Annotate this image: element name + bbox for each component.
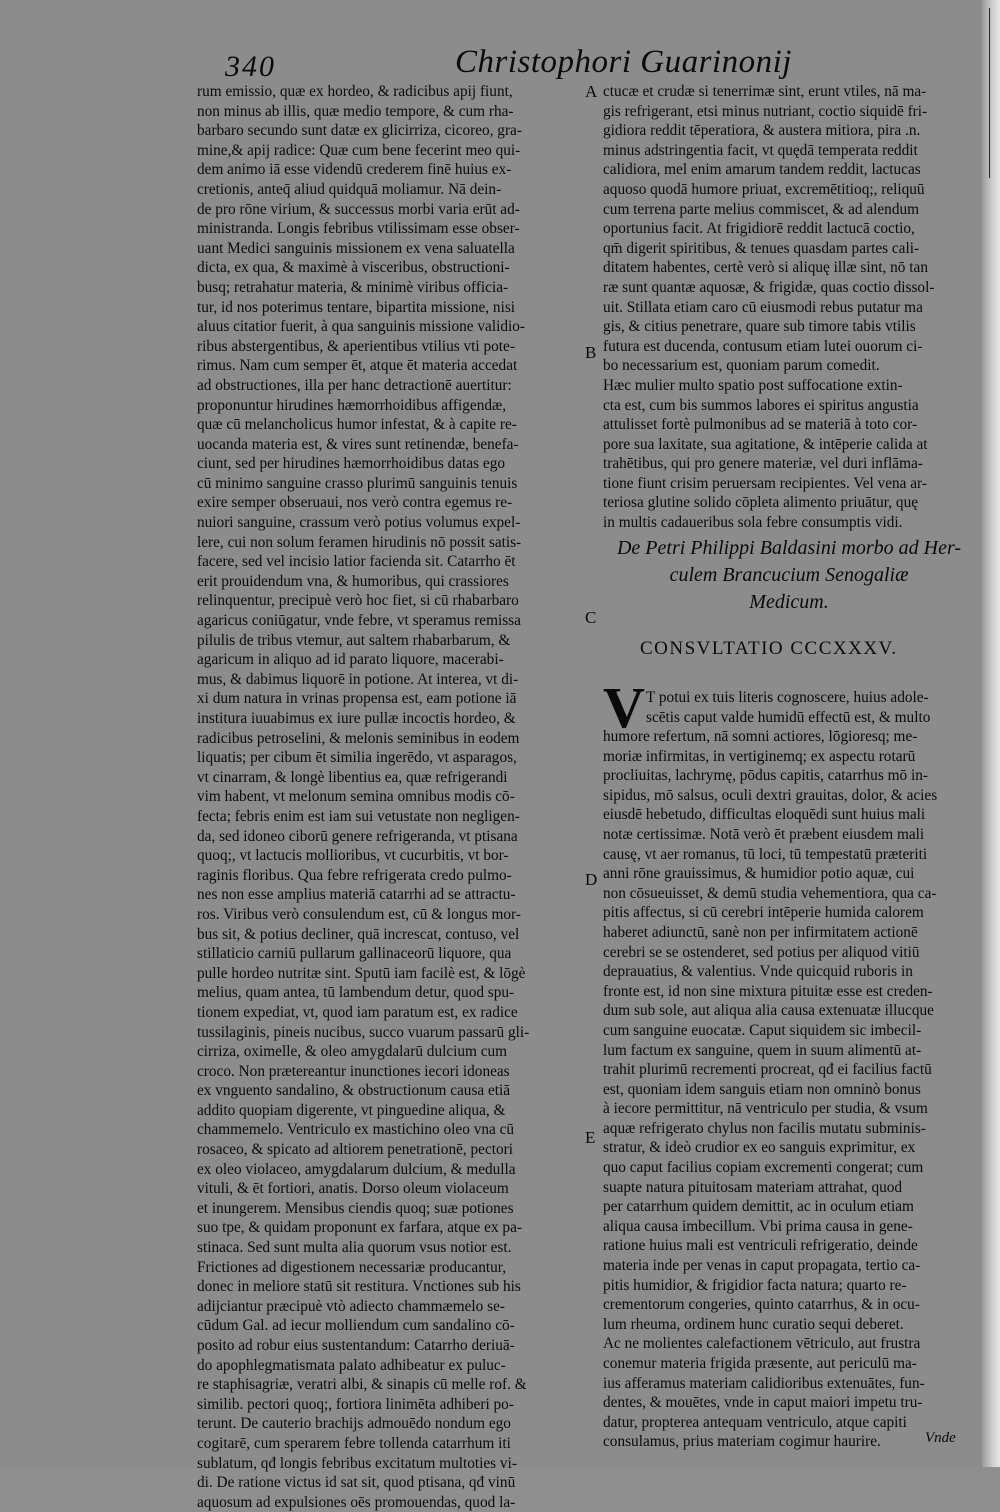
text-line: cerebri se se ostenderet, sed potius per aliquod vitiū xyxy=(603,943,920,961)
text-line: ræ sunt quantæ aquosæ, & frigidæ, quas coctio dissol- xyxy=(603,278,935,296)
text-line: fronte est, id non sine mixtura pituitæ esse est creden- xyxy=(603,982,933,1000)
text-line: lum factum ex sanguine, quem in suum alimentū at- xyxy=(603,1041,922,1059)
text-line: scētis caput valde humidū effectū est, & multo xyxy=(646,708,931,726)
text-line: Hæc mulier multo spatio post suffocatione extin- xyxy=(603,376,903,394)
text-line: ros. Viribus verò consulendum est, cū & longus mor- xyxy=(197,905,521,923)
text-line: teriosa glutine solido cōpleta alimento priuātur, quę xyxy=(603,494,919,512)
text-line: pitis affectus, si cū cerebri intēperie humida calorem xyxy=(603,904,924,922)
catchword: Vnde xyxy=(925,1430,956,1446)
text-line: aquæ refrigerato chylus non facilis mutatu subminis- xyxy=(603,1119,926,1137)
text-line: trahētibus, qui pro genere materiæ, vel duri inflāma- xyxy=(603,455,923,473)
text-line: tione fiunt crisim peruersam recipientes. Vel vena ar- xyxy=(603,474,927,492)
text-line: erit prouidendum vna, & humoribus, qui crassiores xyxy=(197,572,509,590)
text-line: attulisset fortè pulmonibus ad se materiā à toto cor- xyxy=(603,416,918,434)
text-line: agaricum in aliquo ad id parato liquore, macerabi- xyxy=(197,651,504,669)
text-line: cta est, cum bis summos labores ei spiritus angustia xyxy=(603,396,919,414)
text-line: ditatem habentes, certè verò si aliquę illæ sint, nō tan xyxy=(603,259,928,277)
text-line: T potui ex tuis literis cognoscere, huius adole- xyxy=(646,689,929,706)
text-line: barbaro secundo sunt datæ ex glicirriza, cicoreo, gra- xyxy=(197,122,522,140)
text-line: notæ certissimæ. Notā verò ēt præbent eiusdem mali xyxy=(603,825,925,843)
text-line: lere, cui non solum feramen hirudinis nō possit satis- xyxy=(197,533,522,551)
text-line: addito quopiam digerente, vt pinguedine aliqua, & xyxy=(197,1101,506,1119)
text-line: per catarrhum quidem demittit, ac in oculum etiam xyxy=(603,1198,914,1216)
text-line: melius, quam antea, tū lambendum detur, quod spu- xyxy=(197,984,515,1002)
text-line: consulamus, prius materiam cogimur haurire. xyxy=(603,1433,881,1451)
text-line: haberet adiunctū, sanè non per infirmitatem actionē xyxy=(603,923,918,941)
right-column-top xyxy=(603,82,975,533)
text-line: relinquentur, precipuè verò hoc fiet, si cū rhabarbaro xyxy=(197,592,519,610)
text-line: ctucæ et crudæ si tenerrimæ sint, erunt vtiles, nā ma- xyxy=(603,83,927,100)
text-line: agaricus coniūgatur, vnde febre, vt speramus remissa xyxy=(197,612,521,630)
text-line: cum sanguine euocatæ. Caput siquidem sic imbecil- xyxy=(603,1021,922,1039)
text-line: datur, propterea antequam ventriculo, atque capiti xyxy=(603,1413,907,1431)
text-line: humore refertum, nā somni actiores, lōgioresq; me- xyxy=(603,728,918,745)
text-line: crementorum congeries, quinto catarrhus, & in ocu- xyxy=(603,1296,920,1314)
text-line: facere, sed vel incisio latior facienda sit. Catarrho ēt xyxy=(197,553,516,571)
text-line: ad obstructiones, illa per hanc detractionē auertitur: xyxy=(197,376,512,394)
text-line: ribus abstergentibus, & aperientibus vtilius vti pote- xyxy=(197,337,515,355)
text-line: cum terrena parte melius commiscet, & ad alendum xyxy=(603,200,920,218)
text-line: conemur materia frigida præsente, aut periculū ma- xyxy=(603,1355,917,1372)
text-line: stinaca. Sed sunt multa alia quorum vsus notior est. xyxy=(197,1239,512,1257)
text-line: vt cinarram, & longè libentius ea, quæ refrigerandi xyxy=(197,768,508,786)
text-line: deprauatius, & valentius. Vnde quicquid ruboris in xyxy=(603,963,913,981)
page-edge-shadow xyxy=(982,0,1000,1467)
text-line: croco. Non prætereantur inunctiones iecori idoneas xyxy=(197,1062,510,1080)
margin-letter-c: C xyxy=(585,608,597,627)
text-line: busq; retrahatur materia, & minimè viribus officia- xyxy=(197,278,509,296)
text-line: uocanda materia est, & vires sunt retinendæ, benefa- xyxy=(197,435,519,453)
margin-letter-b: B xyxy=(585,343,597,362)
text-line: pitis humidior, & frigidior facta natura; quarto re- xyxy=(603,1276,907,1294)
text-line: pulle hordeo nutritæ sint. Sputū iam facilè est, & lōgè xyxy=(197,964,526,982)
text-line: similib. pectori quoq;, fortiora linimēta adhiberi po- xyxy=(197,1395,514,1413)
text-line: quæ cū melancholicus humor infestat, & à capite re- xyxy=(197,416,517,434)
text-line: dentes, & mouētes, vnde in caput maiori impetu tru- xyxy=(603,1394,923,1412)
text-line: cretionis, anteq̄ aliud quidquā moliamur. Nā dein- xyxy=(197,180,502,198)
text-line: materia inde per venas in caput propagata, tertio ca- xyxy=(603,1257,921,1275)
text-line: posito ad robur eius sustentandum: Catarrho deriuā- xyxy=(197,1337,515,1354)
text-line: bus sit, & potius decliner, quā increscat, contuso, vel xyxy=(197,925,520,943)
text-line: lum rheuma, ordinem hunc curatio sequi deberet. xyxy=(603,1315,904,1333)
text-line: dum sub sole, aut aliqua alia causa extenuatæ illucque xyxy=(603,1002,934,1020)
text-line: trahit plurimū recrementi procreat, qđ ei facilius factū xyxy=(603,1061,932,1079)
text-line: à iecore permittitur, nā ventriculo per studia, & vsum xyxy=(603,1100,928,1118)
text-line: ex vnguento sandalino, & obstructionum causa etiā xyxy=(197,1082,511,1100)
text-line: ministranda. Longis febribus vtilissimam esse obser- xyxy=(197,220,520,238)
text-line: ex oleo violaceo, amygdalarum dulcium, & medulla xyxy=(197,1160,516,1178)
text-line: vim habent, vt melonum semina omnibus modis cō- xyxy=(197,788,515,806)
text-line: terunt. De cauterio brachijs admouēdo nondum ego xyxy=(197,1415,511,1433)
text-line: de pro rōne virium, & successus morbi varia erūt ad- xyxy=(197,200,520,218)
text-line: fecta; febris enim est iam sui vetustate non negligen- xyxy=(197,807,520,825)
text-line: nes non esse amplius materiā catarrhi ad se attractu- xyxy=(197,886,516,904)
text-line: cūdum Gal. ad iecur molliendum cum sandalino cō- xyxy=(197,1317,515,1335)
section-heading-line2: culem Brancucium Senogaliæ xyxy=(669,564,909,586)
text-line: quo caput facilius copiam excrementi congerat; cum xyxy=(603,1159,924,1177)
text-line: liquatis; per cibum ēt similia ingerēdo, vt asparagos, xyxy=(197,749,517,767)
text-line: aliqua causa imbecillum. Vbi prima causa in gene- xyxy=(603,1217,913,1235)
text-line: uit. Stillata etiam caro cū eiusmodi rebus putatur ma xyxy=(603,298,923,316)
text-line: bo necessarium est, quoniam parum comedit. xyxy=(603,357,880,375)
text-line: rum emissio, quæ ex hordeo, & radicibus apij fiunt, xyxy=(197,83,513,100)
text-line: sublatum, qđ longis febribus excitatum multoties vi- xyxy=(197,1454,517,1472)
text-line: suo tpe, & quidam proponunt ex farfara, atque ex pa- xyxy=(197,1219,522,1237)
text-line: aquosum ad expulsiones oēs promouendas, quod la- xyxy=(197,1493,516,1511)
text-line: gis refrigerant, etsi minus nutriant, coctio siquidē fri- xyxy=(603,102,928,120)
text-line: suapte natura pituitosam materiam attrahat, quod xyxy=(603,1178,903,1196)
text-line: ratione huius mali est ventriculi refrigeratio, deinde xyxy=(603,1237,918,1255)
text-line: aluus citatior fuerit, à qua sanguinis missione validio- xyxy=(197,318,525,336)
text-line: stillaticio carniū pullarum gallinaceorū liquore, qua xyxy=(197,945,512,963)
text-line: nuiori sanguine, crassum verò potius volumus expel- xyxy=(197,514,521,532)
text-line: eiusdē hebetudo, difficultas eloquēdi sunt huius mali xyxy=(603,806,926,824)
text-line: Frictiones ad digestionem necessariæ producantur, xyxy=(197,1258,507,1276)
text-line: mus, & dabimus liquorē in potione. At interea, vt di- xyxy=(197,670,519,688)
text-line: procliuitas, lachrymę, pōdus capitis, catarrhus mō in- xyxy=(603,767,928,785)
text-line: est, quoniam idem sanguis etiam non omninò bonus xyxy=(603,1080,921,1098)
text-line: mine,& apij radice: Quæ cum bene fecerint meo qui- xyxy=(197,141,521,159)
text-line: donec in meliore statū sit restitura. Vnctiones sub his xyxy=(197,1278,521,1296)
text-line: in multis cadaueribus sola febre consumptis vidi. xyxy=(603,514,903,532)
running-title: Christophori Guarinonij xyxy=(455,44,792,80)
text-line: uant Medici sanguinis missionem ex vena saluatella xyxy=(197,239,515,257)
page-number: 340 xyxy=(225,50,276,83)
text-line: anni rōne grauissimus, & humidior potio aquæ, cui xyxy=(603,865,915,883)
text-line: tionem expediat, vt, quod iam paratum est, ex radice xyxy=(197,1003,518,1021)
text-line: xi dum natura in vrinas propensa est, eam potione iā xyxy=(197,690,517,708)
text-line: institura iuuabimus ex iure pullæ incoctis hordeo, & xyxy=(197,710,516,727)
text-line: gidiora reddit tēperatiora, & austera mitiora, pira .n. xyxy=(603,122,921,140)
text-line: dicta, ex qua, & maximè à visceribus, obstructioni- xyxy=(197,259,510,277)
text-line: proponuntur hirudines hæmorrhoidibus affigendæ, xyxy=(197,396,507,414)
text-line: adijciantur præcipuè vtò adiecto chammæmelo se- xyxy=(197,1297,505,1315)
text-line: rosaceo, & spicato ad altiorem penetrationē, pectori xyxy=(197,1141,514,1159)
text-line: sipidus, mō salsus, oculi dextri grauitas, dolor, & acies xyxy=(603,786,938,804)
text-line: causę, vt aer romanus, tū loci, tū tempestatū præteriti xyxy=(603,845,928,863)
text-line: pilulis de tribus vtemur, aut saltem rhabarbarum, & xyxy=(197,631,511,649)
text-line: minus adstringentia facit, vt quędā temperata reddit xyxy=(603,141,918,159)
text-line: quoq;, vt lactucis mollioribus, vt cucurbitis, vt bor- xyxy=(197,847,509,865)
text-line: di. De ratione victus id sat sit, quod ptisana, qđ vinū xyxy=(197,1474,516,1492)
left-column xyxy=(197,82,582,1512)
margin-letter-d: D xyxy=(585,870,598,889)
drop-cap: V xyxy=(603,675,645,740)
text-line: moriæ infirmitas, in vertiginemq; ex aspectu rotarū xyxy=(603,747,916,765)
text-line: Ac ne molientes calefactionem vētriculo, aut frustra xyxy=(603,1335,921,1353)
text-line: vituli, & ēt fortiori, anatis. Dorso oleum violaceum xyxy=(197,1180,509,1198)
text-line: stratur, & ideò crudior ex eo sanguis exprimitur, ex xyxy=(603,1139,916,1157)
text-line: futura est ducenda, contusum etiam lutei ouorum ci- xyxy=(603,337,923,355)
section-heading-line1: De Petri Philippi Baldasini morbo ad Her- xyxy=(616,537,961,559)
right-column-bottom xyxy=(603,727,975,1452)
text-line: tur, id nos poterimus tentare, bipartita missione, nisi xyxy=(197,298,516,316)
text-line: non cōsueuisset, & demū studia vehementiora, qua ca- xyxy=(603,884,937,902)
section-heading-line3: Medicum. xyxy=(749,591,829,613)
text-line: cū minimo sanguine crasso plurimū sanguinis tenuis xyxy=(197,474,518,492)
consultatio-number: CONSVLTATIO CCCXXXV. xyxy=(640,638,898,659)
text-line: cogitarē, cum sperarem febre tollenda catarrhum iti xyxy=(197,1434,511,1452)
text-line: calidiora, mel enim amarum tandem reddit, lactucas xyxy=(603,161,921,179)
text-line: do apophlegmatismata palato adhibeatur ex puluc- xyxy=(197,1356,506,1374)
text-line: aquoso quodā humore priuat, excremētitioq;, reliquū xyxy=(603,180,925,198)
text-line: et inungerem. Mensibus ciendis quoq; suæ potiones xyxy=(197,1199,514,1217)
margin-letter-e: E xyxy=(585,1128,596,1147)
first-line xyxy=(646,688,976,727)
text-line: radicibus petroselini, & melonis seminibus in eodem xyxy=(197,729,520,747)
text-line: pore sua laxitate, sua agitatione, & intēperie calida at xyxy=(603,435,928,453)
margin-letter-a: A xyxy=(585,82,598,101)
text-line: dem animo iā esse videndū crederem finē huius ex- xyxy=(197,161,512,179)
text-line: tussilaginis, pineis nucibus, succo vuarum passarū gli- xyxy=(197,1023,530,1041)
page-edge-line xyxy=(989,8,990,178)
text-line: exire semper obseruaui, nos verò contra egemus re- xyxy=(197,494,513,512)
text-line: re staphisagriæ, veratri albi, & sinapis cū melle rof. & xyxy=(197,1376,527,1394)
text-line: gis, & citius penetrare, quare sub timore tabis vtilis xyxy=(603,318,916,336)
text-line: non minus ab illis, quæ medio tempore, & cum rha- xyxy=(197,102,514,120)
text-line: raginis floribus. Qua febre refrigerata credo pulmo- xyxy=(197,866,512,884)
text-line: qm̄ digerit spiritibus, & tenues quasdam partes cali- xyxy=(603,239,920,257)
text-line: cirriza, oximelle, & oleo amygdalarū dulcium cum xyxy=(197,1043,508,1061)
text-line: da, sed idoneo ciborū genere refrigeranda, vt ptisana xyxy=(197,827,518,845)
text-line: chammemelo. Ventriculo ex mastichino oleo vna cū xyxy=(197,1121,515,1139)
text-line: ciunt, sed per hirudines hæmorrhoidibus datas ego xyxy=(197,455,506,473)
text-line: rimus. Nam cum semper ēt, atque ēt materia accedat xyxy=(197,357,518,375)
text-line: ius afferamus materiam calidioribus extenuātes, fun- xyxy=(603,1374,925,1392)
text-line: oportunius facit. At frigidiorē reddit lactucā coctio, xyxy=(603,220,915,238)
